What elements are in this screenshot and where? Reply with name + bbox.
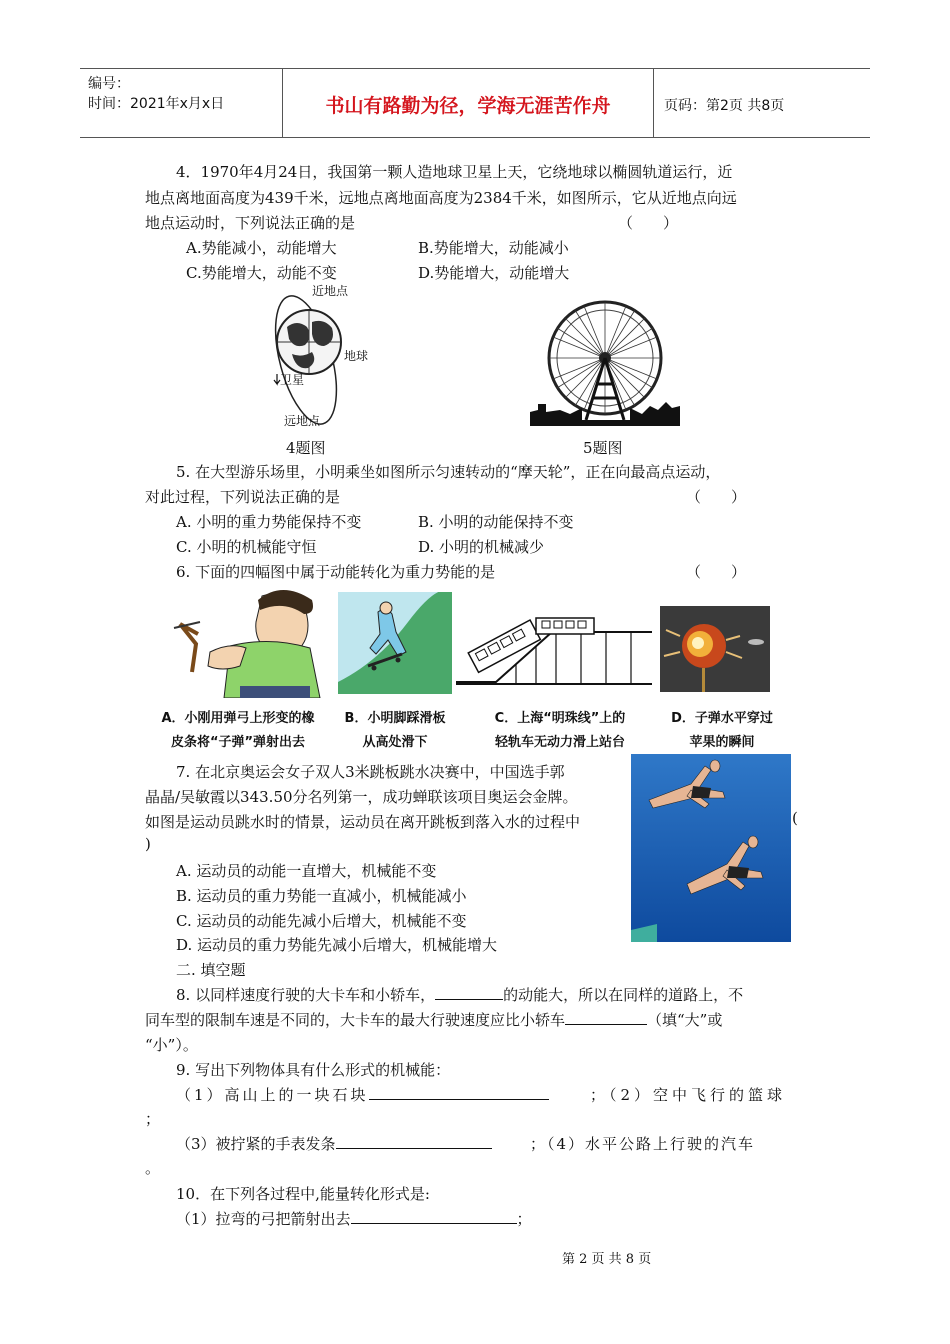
q7-option-c: C. 运动员的动能先减小后增大，机械能不变 (176, 912, 467, 930)
orbit-figure (262, 282, 382, 432)
q8-blank2[interactable] (565, 1010, 647, 1025)
page-label: 页码：第2页 共8页 (664, 98, 785, 114)
q10-line1: 10．在下列各过程中,能量转化形式是: (176, 1185, 430, 1203)
q7-line1: 7. 在北京奥运会女子双人3米跳板跳水决赛中，中国选手郭 (176, 763, 565, 781)
q4-option-b: B.势能增大，动能减小 (418, 239, 569, 257)
q6-caption-d2: 苹果的瞬间 (689, 735, 755, 750)
q9-item3-row (176, 1133, 492, 1154)
q6-caption-d1: D．子弹水平穿过 (671, 711, 773, 726)
q5-line1: 5. 在大型游乐场里，小明乘坐如图所示匀速转动的“摩天轮”，正在向最高点运动， (176, 463, 721, 481)
slingshot-image (170, 588, 330, 698)
q6-paren: （ ） (686, 563, 747, 581)
q8-line2-a: 同车型的限制车速是不同的，大卡车的最大行驶速度应比小轿车 (145, 1011, 566, 1029)
page-footer: 第 2 页 共 8 页 (562, 1252, 652, 1267)
time-label: 时间：2021年x月x日 (88, 96, 225, 112)
q5-paren: （ ） (686, 488, 747, 506)
q6-caption-c1: C．上海“明珠线”上的 (494, 711, 626, 726)
section-fill-in-title: 二. 填空题 (176, 961, 246, 979)
ferris-wheel-figure (530, 298, 680, 426)
q5-option-d: D. 小明的机械减少 (418, 538, 545, 556)
q6-caption-c2: 轻轨车无动力滑上站台 (494, 735, 625, 750)
q8-line1 (176, 984, 743, 1005)
light-rail-image (456, 604, 652, 686)
q9-item1-row (176, 1084, 549, 1105)
q9-line1: 9. 写出下列物体具有什么形式的机械能： (176, 1061, 451, 1079)
fig5-caption: 5题图 (583, 439, 623, 457)
q9-semicolon1: ； (145, 1110, 161, 1128)
q7-option-b: B. 运动员的重力势能一直减小，机械能减小 (176, 887, 467, 905)
q5-option-c: C. 小明的机械能守恒 (176, 538, 317, 556)
q9-item3: （3）被拧紧的手表发条 (176, 1135, 336, 1153)
q6-line1: 6. 下面的四幅图中属于动能转化为重力势能的是 (176, 563, 496, 581)
q9-blank3[interactable] (336, 1134, 492, 1149)
q4-line2: 地点离地面高度为439千米，远地点离地面高度为2384千米，如图所示，它从近地点向远 (145, 189, 737, 207)
q5-option-a: A. 小明的重力势能保持不变 (176, 513, 362, 531)
q4-paren: （ ） (618, 214, 679, 232)
q10-blank1[interactable] (351, 1209, 517, 1224)
q5-line2: 对此过程，下列说法正确的是 (145, 488, 341, 506)
q4-option-a: A.势能减小，动能增大 (186, 239, 337, 257)
q9-blank1[interactable] (369, 1085, 549, 1100)
number-label: 编号： (88, 76, 130, 92)
q7-paren-close: ) (145, 835, 151, 853)
q4-option-c: C.势能增大，动能不变 (186, 264, 337, 282)
skateboard-image (338, 592, 452, 694)
q9-item2: ；（2）空中飞行的篮球 (590, 1086, 787, 1104)
q6-caption-a1: A．小刚用弹弓上形变的橡 (161, 711, 315, 726)
q6-caption-a2: 皮条将“子弹”弹射出去 (170, 735, 306, 750)
q8-line3: “小”）。 (145, 1036, 198, 1054)
q6-caption-b1: B．小明脚踩滑板 (344, 711, 446, 726)
q10-semicolon: ； (516, 1210, 532, 1228)
q10-item1: （1）拉弯的弓把箭射出去 (176, 1210, 351, 1228)
diving-image (631, 754, 791, 942)
q8-line2 (145, 1009, 722, 1030)
motto: 书山有路勤为径，学海无涯苦作舟 (325, 95, 611, 117)
header-motto-cell (283, 69, 654, 137)
q9-period: 。 (145, 1159, 161, 1177)
satellite-label: 卫星 (280, 373, 305, 387)
page-header (80, 68, 870, 138)
near-point-label: 近地点 (312, 284, 349, 298)
q9-item4: ；（4）水平公路上行驶的汽车 (530, 1135, 756, 1153)
q8-line2-b: （填“大”或 (647, 1011, 723, 1029)
q7-option-d: D. 运动员的重力势能先减小后增大，机械能增大 (176, 936, 498, 954)
q4-line3: 地点运动时，下列说法正确的是 (145, 214, 356, 232)
q7-option-a: A. 运动员的动能一直增大，机械能不变 (176, 862, 437, 880)
q7-line2: 晶晶/吴敏霞以343.50分名列第一，成功蝉联该项目奥运会金牌。 (145, 788, 578, 806)
q4-option-d: D.势能增大，动能增大 (418, 264, 570, 282)
q8-line1-a: 8. 以同样速度行驶的大卡车和小轿车， (176, 986, 436, 1004)
q9-item1: （1）高山上的一块石块 (176, 1086, 369, 1104)
far-point-label: 远地点 (284, 414, 321, 428)
header-page-cell (654, 69, 870, 137)
earth-label: 地球 (344, 349, 369, 363)
q7-paren-open: ( (792, 809, 798, 827)
fig4-caption: 4题图 (286, 439, 326, 457)
q7-line3: 如图是运动员跳水时的情景，运动员在离开跳板到落入水的过程中 (145, 813, 581, 831)
q8-line1-b: 的动能大，所以在同样的道路上，不 (503, 986, 744, 1004)
q10-item1-row (176, 1208, 532, 1229)
q8-blank1[interactable] (435, 985, 503, 1000)
header-meta (80, 69, 283, 137)
q4-line1: 4．1970年4月24日，我国第一颗人造地球卫星上天，它绕地球以椭圆轨道运行，近 (176, 163, 733, 181)
q6-caption-b2: 从高处滑下 (362, 735, 428, 750)
bullet-apple-image (660, 606, 770, 692)
q5-option-b: B. 小明的动能保持不变 (418, 513, 574, 531)
